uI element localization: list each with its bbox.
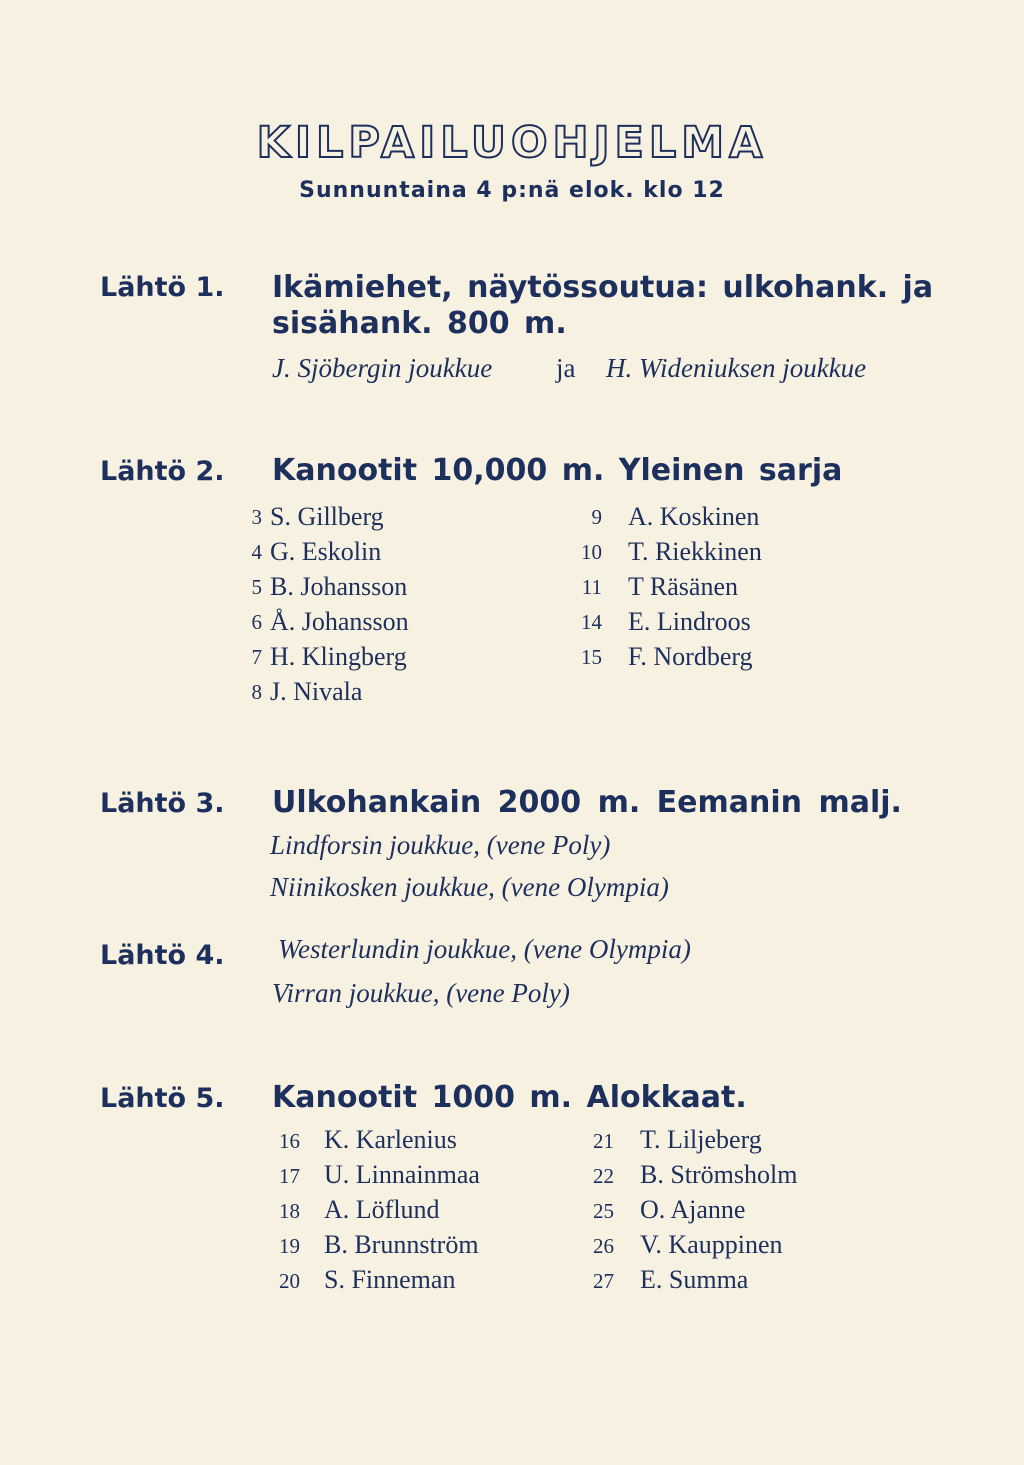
race-3-label: Lähtö 3. bbox=[100, 788, 225, 819]
race-5-left-num: 18 bbox=[279, 1199, 300, 1223]
race-2-left-num: 3 bbox=[251, 505, 262, 529]
race-5-left-name: S. Finneman bbox=[324, 1265, 456, 1294]
race-2-left-name: Å. Johansson bbox=[270, 607, 409, 636]
race-2-left-num: 6 bbox=[251, 610, 262, 634]
race-1-heading-line2: sisähank. 800 m. bbox=[272, 306, 567, 341]
race-1-team-right: H. Wideniuksen joukkue bbox=[606, 353, 867, 383]
race-4-team: Westerlundin joukkue, (vene Olympia) bbox=[278, 934, 691, 964]
race-5-heading: Kanootit 1000 m. Alokkaat. bbox=[272, 1080, 747, 1115]
race-5-left-name: B. Brunnström bbox=[324, 1230, 479, 1259]
race-5-left-name: U. Linnainmaa bbox=[324, 1160, 480, 1189]
race-2-right-name: T. Riekkinen bbox=[628, 537, 762, 566]
race-4-team: Virran joukkue, (vene Poly) bbox=[272, 978, 570, 1008]
race-1-label: Lähtö 1. bbox=[100, 272, 225, 303]
race-5-right-name: E. Summa bbox=[640, 1265, 749, 1294]
race-1-team-separator: ja bbox=[556, 353, 576, 383]
race-5-right-num: 25 bbox=[593, 1199, 614, 1223]
race-5-right-name: V. Kauppinen bbox=[640, 1230, 783, 1259]
page-title: KILPAILUOHJELMA bbox=[256, 118, 768, 168]
race-2-heading: Kanootit 10,000 m. Yleinen sarja bbox=[272, 453, 843, 488]
race-2-right-name: F. Nordberg bbox=[628, 642, 753, 671]
race-2-left-name: B. Johansson bbox=[270, 572, 408, 601]
race-2-label: Lähtö 2. bbox=[100, 456, 225, 487]
race-5-right-num: 27 bbox=[593, 1269, 614, 1293]
race-2-left-name: H. Klingberg bbox=[270, 642, 407, 671]
race-5-right-name: B. Strömsholm bbox=[640, 1160, 798, 1189]
race-2-left-name: J. Nivala bbox=[270, 677, 363, 706]
race-2-right-num: 10 bbox=[581, 540, 602, 564]
race-5-left-num: 19 bbox=[279, 1234, 300, 1258]
race-3-team: Niinikosken joukkue, (vene Olympia) bbox=[270, 872, 669, 902]
page-subtitle: Sunnuntaina 4 p:nä elok. klo 12 bbox=[299, 178, 725, 203]
race-4-label: Lähtö 4. bbox=[100, 940, 225, 971]
race-5-right-name: O. Ajanne bbox=[640, 1195, 746, 1224]
race-5-left-name: K. Karlenius bbox=[324, 1125, 457, 1154]
race-5-right-num: 26 bbox=[593, 1234, 614, 1258]
race-5-right-num: 22 bbox=[593, 1164, 614, 1188]
race-2-left-name: S. Gillberg bbox=[270, 502, 384, 531]
race-2-right-num: 11 bbox=[581, 575, 602, 599]
race-5-left-num: 20 bbox=[279, 1269, 300, 1293]
race-2-right-num: 9 bbox=[591, 505, 602, 529]
race-5-left-num: 17 bbox=[279, 1164, 300, 1188]
race-5-right-name: T. Liljeberg bbox=[640, 1125, 762, 1154]
race-2-left-num: 5 bbox=[251, 575, 262, 599]
race-2-left-num: 4 bbox=[251, 540, 262, 564]
race-5-label: Lähtö 5. bbox=[100, 1083, 225, 1114]
race-2-right-name: A. Koskinen bbox=[628, 502, 760, 531]
race-2-left-num: 8 bbox=[251, 680, 262, 704]
race-5-right-num: 21 bbox=[593, 1129, 614, 1153]
race-3-team: Lindforsin joukkue, (vene Poly) bbox=[270, 830, 611, 860]
race-2-left-name: G. Eskolin bbox=[270, 537, 382, 566]
race-5-left-num: 16 bbox=[279, 1129, 300, 1153]
race-2-left-num: 7 bbox=[251, 645, 262, 669]
race-2-right-num: 15 bbox=[581, 645, 602, 669]
race-2-right-name: E. Lindroos bbox=[628, 607, 751, 636]
race-1-team-left: J. Sjöbergin joukkue bbox=[272, 353, 493, 383]
race-3-heading: Ulkohankain 2000 m. Eemanin malj. bbox=[272, 785, 902, 820]
race-1-heading-line1: Ikämiehet, näytössoutua: ulkohank. ja bbox=[272, 270, 934, 305]
race-5-left-name: A. Löflund bbox=[324, 1195, 440, 1224]
race-2-right-name: T Räsänen bbox=[628, 572, 738, 601]
race-2-right-num: 14 bbox=[581, 610, 602, 634]
